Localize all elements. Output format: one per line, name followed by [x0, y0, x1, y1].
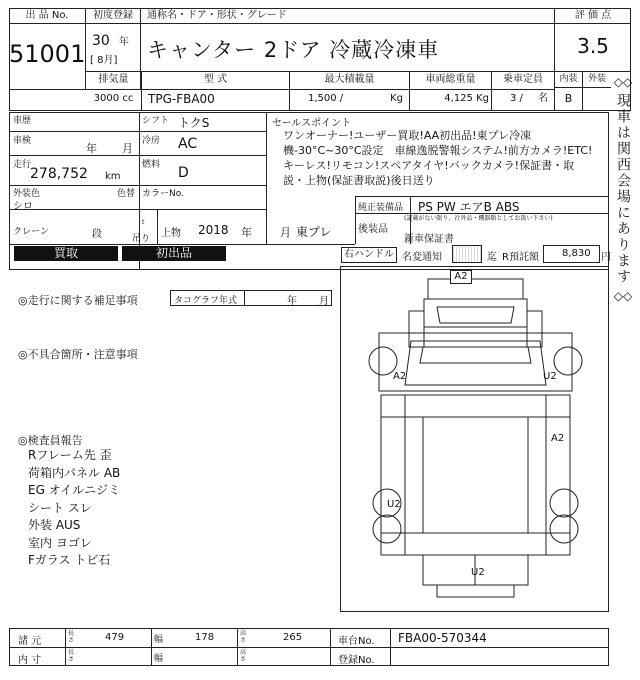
width-value: 178 [195, 632, 215, 643]
damage-mark: U2 [543, 371, 557, 382]
max-load-label: 最大積載量 [324, 74, 375, 85]
after-label: 後装品 [358, 224, 388, 235]
tachograph-year: 年 [287, 296, 297, 307]
exterior-grade-label: 外装 [583, 72, 611, 88]
registration-label: 登録No. [338, 655, 375, 666]
inspector-line: 外装 AUS [28, 518, 81, 532]
deadline-label: 迄 [487, 252, 497, 263]
fuel-label: 燃料 [142, 160, 161, 170]
wheel-front-right [554, 347, 582, 375]
inspector-line: EG オイルニジミ [28, 483, 121, 497]
inspection-year: 年 [86, 142, 97, 155]
first-reg-month: [ 8月] [90, 55, 118, 66]
model-label: 型 式 [203, 74, 228, 85]
vehicle-name: キャンター 2ドア 冷蔵冷凍車 [147, 38, 440, 62]
height-label-2: 高さ [240, 649, 247, 663]
tachograph-month: 月 [319, 296, 329, 307]
tachograph-label: タコグラフ年式 [174, 296, 238, 306]
exterior-color-label: 外装色 [13, 189, 41, 199]
interior-grade: B [564, 92, 573, 105]
r-fee-label: R預託額 [502, 252, 539, 263]
inspector-report-list [28, 447, 120, 570]
buy-badge: 買取 [14, 246, 118, 261]
crane-ton-top: t [142, 219, 145, 226]
inspector-line: Fガラス トビ石 [28, 553, 111, 567]
inspector-report-title: ◎検査員報告 [18, 434, 83, 447]
lot-label: 出 品 No. [9, 8, 85, 24]
crane-step: 段 [92, 229, 102, 240]
height-value: 265 [283, 632, 303, 643]
capacity: 3 / [510, 93, 523, 104]
loading-year-unit: 年 [241, 226, 252, 239]
driving-notes-title: ◎走行に関する補足事項 [18, 294, 138, 307]
history-label: 車歴 [13, 116, 32, 126]
model-cell [142, 71, 290, 111]
exterior-color: シロ [13, 201, 33, 212]
damage-mark: A2 [551, 433, 565, 444]
truck-diagram [341, 267, 610, 613]
color-change-label: 色替 [117, 189, 136, 199]
wheel-rear-left-2 [373, 515, 401, 543]
max-load: 1,500 / [308, 93, 344, 104]
displacement-label: 排気量 [98, 74, 129, 85]
damage-mark: A2 [450, 270, 472, 284]
model: TPG-FBA00 [148, 92, 215, 106]
equipment-value: PS PW エアB ABS [418, 200, 520, 214]
width-label: 幅 [154, 635, 164, 645]
wheel-rear-right [550, 489, 578, 517]
loading-label: 上物 [161, 228, 181, 239]
mileage-label: 走行 [13, 160, 32, 170]
length-label-2: 長さ [68, 649, 75, 663]
capacity-unit: 名 [538, 93, 548, 104]
first-listing-badge: 初出品 [122, 246, 226, 261]
sales-point-text: ワンオーナー!ユーザー買取!AA初出品!東プレ冷凍機-30°C~30°C設定 車線逸脱警報システム!前方カメラ!ETC!キーレス!リモコン!スペアタイヤ!バックカメラ!保証書・取説・上物(保証書取説)後日送り [283, 129, 593, 187]
first-reg-year: 30 [92, 33, 110, 49]
interior-dims-label: 内 寸 [18, 655, 42, 666]
displacement-cell [86, 71, 142, 111]
fuel-value: D [178, 165, 189, 181]
damage-mark: U2 [471, 567, 485, 578]
crane-label: クレーン [13, 227, 49, 237]
max-load-unit: Kg [390, 93, 403, 104]
side-note: 現車は関西会場にあります [615, 93, 631, 285]
displacement: 3000 cc [93, 93, 134, 104]
crane-ton: 吊り [132, 234, 151, 244]
name-change-label: 名変通知 [402, 252, 442, 263]
rear-bumper [437, 585, 514, 597]
gross-weight-cell [410, 71, 492, 111]
ac-value: AC [178, 136, 198, 152]
vehicle-name-label: 通称名・ドア・形状・グレード [141, 8, 554, 24]
dims-label: 諸 元 [18, 636, 42, 647]
loading-month-unit: 月 [280, 226, 291, 239]
mirrors [409, 311, 542, 347]
chassis-label: 車台No. [338, 636, 375, 647]
damage-diagram [340, 266, 609, 612]
ac-label: 冷房 [142, 136, 161, 146]
gross-weight-label: 車両総重量 [425, 74, 476, 85]
inspector-line: シート スレ [28, 500, 92, 515]
chassis-value: FBA00-570344 [398, 631, 487, 645]
loading-year: 2018 [198, 223, 229, 237]
mileage-unit: km [105, 171, 121, 182]
cab-window [420, 347, 531, 363]
sales-point-label: セールスポイント [272, 118, 352, 129]
first-reg-label: 初度登録 [86, 8, 140, 24]
interior-grade-label: 内装 [555, 72, 582, 88]
equipment-label: 純正装備品 [358, 203, 404, 213]
inspection-month: 月 [122, 142, 133, 155]
lot-number: 51001 [9, 40, 86, 68]
wheel-rear-right-2 [550, 515, 578, 543]
side-diamond-top: ◇◇ [613, 75, 633, 89]
score-label: 評 価 点 [555, 8, 631, 24]
color-no-label: カラーNo. [142, 189, 184, 199]
r-fee-unit: 円 [601, 252, 611, 263]
length-value: 479 [105, 632, 125, 643]
after-note: (記載がない限り、社外品・機器類としてお扱い下さい) [404, 215, 553, 222]
side-diamond-bottom: ◇◇ [613, 289, 633, 303]
defect-notes-title: ◎不具合箇所・注意事項 [18, 348, 138, 361]
side-note-strip [612, 75, 634, 375]
lot-cell [9, 8, 86, 89]
cargo-box [381, 395, 570, 555]
shift-label: シフト [142, 116, 170, 126]
shift-value: トクS [178, 116, 210, 130]
cargo-floor [423, 417, 528, 533]
loading-maker: 東プレ [296, 225, 332, 239]
capacity-label: 乗車定員 [503, 74, 543, 85]
inspector-line: Rフレーム先 歪 [28, 448, 112, 462]
front-bumper [428, 279, 523, 299]
first-reg-year-unit: 年 [118, 37, 129, 48]
damage-mark: U2 [387, 499, 401, 510]
score-value: 3.5 [577, 34, 609, 58]
right-handle-badge: 右ハンドル [341, 247, 397, 263]
width-label-2: 幅 [154, 654, 164, 664]
max-load-cell [290, 71, 410, 111]
inspector-line: 荷箱内パネル AB [28, 465, 121, 480]
cargo-panels [381, 395, 570, 555]
inspection-label: 車検 [13, 136, 32, 146]
damage-mark: A2 [393, 371, 407, 382]
r-fee-value: 8,830 [562, 248, 591, 259]
length-label: 長さ [68, 630, 75, 644]
vehicle-name-cell [141, 8, 554, 71]
windshield [437, 307, 514, 323]
height-label: 高さ [240, 630, 247, 644]
mileage-value: 278,752 [30, 166, 88, 182]
capacity-cell [492, 71, 554, 111]
after-value: 新車保証書 [404, 234, 454, 245]
inspector-line: 室内 ヨゴレ [28, 535, 92, 550]
gross-weight: 4,125 Kg [444, 93, 489, 104]
